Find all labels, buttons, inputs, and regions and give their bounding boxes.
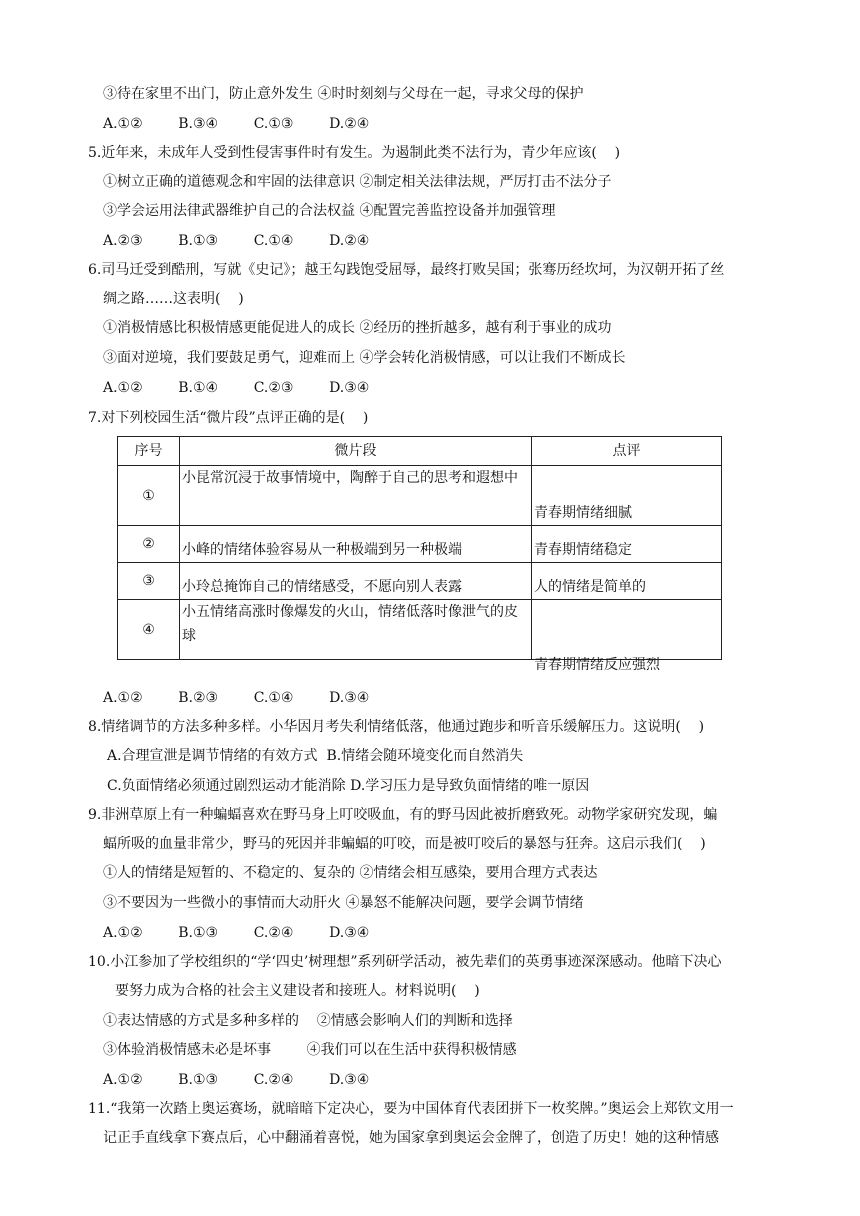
row-comment: 人的情绪是简单的 — [532, 563, 722, 600]
q4-options: A.①② B.③④ C.①③ D.②④ — [103, 116, 370, 132]
header-index: 序号 — [118, 437, 180, 466]
q6-stem-line-2: 绸之路……这表明( ) — [103, 291, 244, 307]
q7-stem: 7.对下列校园生活“微片段”点评正确的是( ) — [88, 410, 369, 426]
q9-stem-line-2: 蝠所吸的血量非常少，野马的死因并非蝙蝠的叮咬，而是被叮咬后的暴怒与狂奔。这启示我们( ) — [103, 836, 706, 852]
row-index: ② — [118, 526, 180, 563]
q6-statements-line-1: ①消极情感比积极情感更能促进人的成长 ②经历的挫折越多，越有利于事业的成功 — [103, 320, 612, 336]
table-row — [118, 600, 722, 660]
q5-stem: 5.近年来，未成年人受到性侵害事件时有发生。为遏制此类不法行为，青少年应该( ) — [88, 145, 621, 161]
table-row — [118, 563, 722, 600]
row-comment: 青春期情绪反应强烈 — [534, 657, 660, 673]
q5-options: A.②③ B.①③ C.①④ D.②④ — [103, 233, 370, 249]
row-fragment: 小昆常沉浸于故事情境中，陶醉于自己的思考和遐想中 — [180, 466, 532, 526]
table-row — [118, 466, 722, 526]
q10-statements-line-1: ①表达情感的方式是多种多样的 ②情感会影响人们的判断和选择 — [103, 1013, 513, 1029]
row-fragment: 小峰的情绪体验容易从一种极端到另一种极端 — [180, 526, 532, 563]
q10-options: A.①② B.①③ C.②④ D.③④ — [103, 1072, 370, 1088]
table-header-row — [118, 437, 722, 466]
q9-statements-line-2: ③不要因为一些微小的事情而大动肝火 ④暴怒不能解决问题，要学会调节情绪 — [103, 895, 584, 911]
q7-options: A.①② B.②③ C.①④ D.③④ — [103, 690, 370, 706]
q10-stem-line-1: 10.小江参加了学校组织的“学‘四史’树理想”系列研学活动，被先辈们的英勇事迹深深感动。他暗下决心 — [88, 954, 722, 970]
header-comment: 点评 — [532, 437, 722, 466]
row-index: ① — [118, 466, 180, 526]
q6-options: A.①② B.①④ C.②③ D.③④ — [103, 380, 370, 396]
q7-table — [117, 436, 722, 673]
row-index: ③ — [118, 563, 180, 600]
table-row — [118, 526, 722, 563]
q6-statements-line-2: ③面对逆境，我们要鼓足勇气，迎难而上 ④学会转化消极情感，可以让我们不断成长 — [103, 350, 626, 366]
q8-options-line-2: C.负面情绪必须通过剧烈运动才能消除 D.学习压力是导致负面情绪的唯一原因 — [107, 778, 590, 794]
q5-statements-line-1: ①树立正确的道德观念和牢固的法律意识 ②制定相关法律法规，严厉打击不法分子 — [103, 174, 612, 190]
row-fragment: 小玲总掩饰自己的情绪感受，不愿向别人表露 — [180, 563, 532, 600]
q10-stem-line-2: 要努力成为合格的社会主义建设者和接班人。材料说明( ) — [115, 983, 480, 999]
q8-stem: 8.情绪调节的方法多种多样。小华因月考失利情绪低落，他通过跑步和听音乐缓解压力。这说明( ) — [88, 719, 705, 735]
row-comment: 青春期情绪细腻 — [532, 466, 722, 526]
q10-statements-line-2: ③体验消极情感未必是坏事 ④我们可以在生活中获得积极情感 — [103, 1042, 517, 1058]
q9-stem-line-1: 9.非洲草原上有一种蝙蝠喜欢在野马身上叮咬吸血，有的野马因此被折磨致死。动物学家研究发现，蝙 — [88, 807, 718, 823]
q6-stem-line-1: 6.司马迁受到酷刑，写就《史记》；越王勾践饱受屈辱，最终打败吴国；张骞历经坎坷，为汉朝开拓了丝 — [88, 262, 725, 278]
q11-stem-line-2: 记正手直线拿下赛点后，心中翻涌着喜悦，她为国家拿到奥运会金牌了，创造了历史！她的这种情感 — [103, 1130, 719, 1146]
row-comment: 青春期情绪稳定 — [532, 526, 722, 563]
q9-statements-line-1: ①人的情绪是短暂的、不稳定的、复杂的 ②情绪会相互感染，要用合理方式表达 — [103, 865, 598, 881]
q4-statements-line: ③待在家里不出门，防止意外发生 ④时时刻刻与父母在一起，寻求父母的保护 — [103, 86, 584, 102]
row-fragment: 小五情绪高涨时像爆发的火山，情绪低落时像泄气的皮球 — [180, 600, 532, 660]
q9-options: A.①② B.①③ C.②④ D.③④ — [103, 925, 370, 941]
q8-options-line-1: A.合理宣泄是调节情绪的有效方式 B.情绪会随环境变化而自然消失 — [107, 748, 524, 764]
header-fragment: 微片段 — [180, 437, 532, 466]
q5-statements-line-2: ③学会运用法律武器维护自己的合法权益 ④配置完善监控设备并加强管理 — [103, 203, 556, 219]
row-index: ④ — [118, 600, 180, 660]
q11-stem-line-1: 11.“我第一次踏上奥运赛场，就暗暗下定决心，要为中国体育代表团拼下一枚奖牌。”奥运会上郑钦文用一 — [88, 1101, 734, 1117]
